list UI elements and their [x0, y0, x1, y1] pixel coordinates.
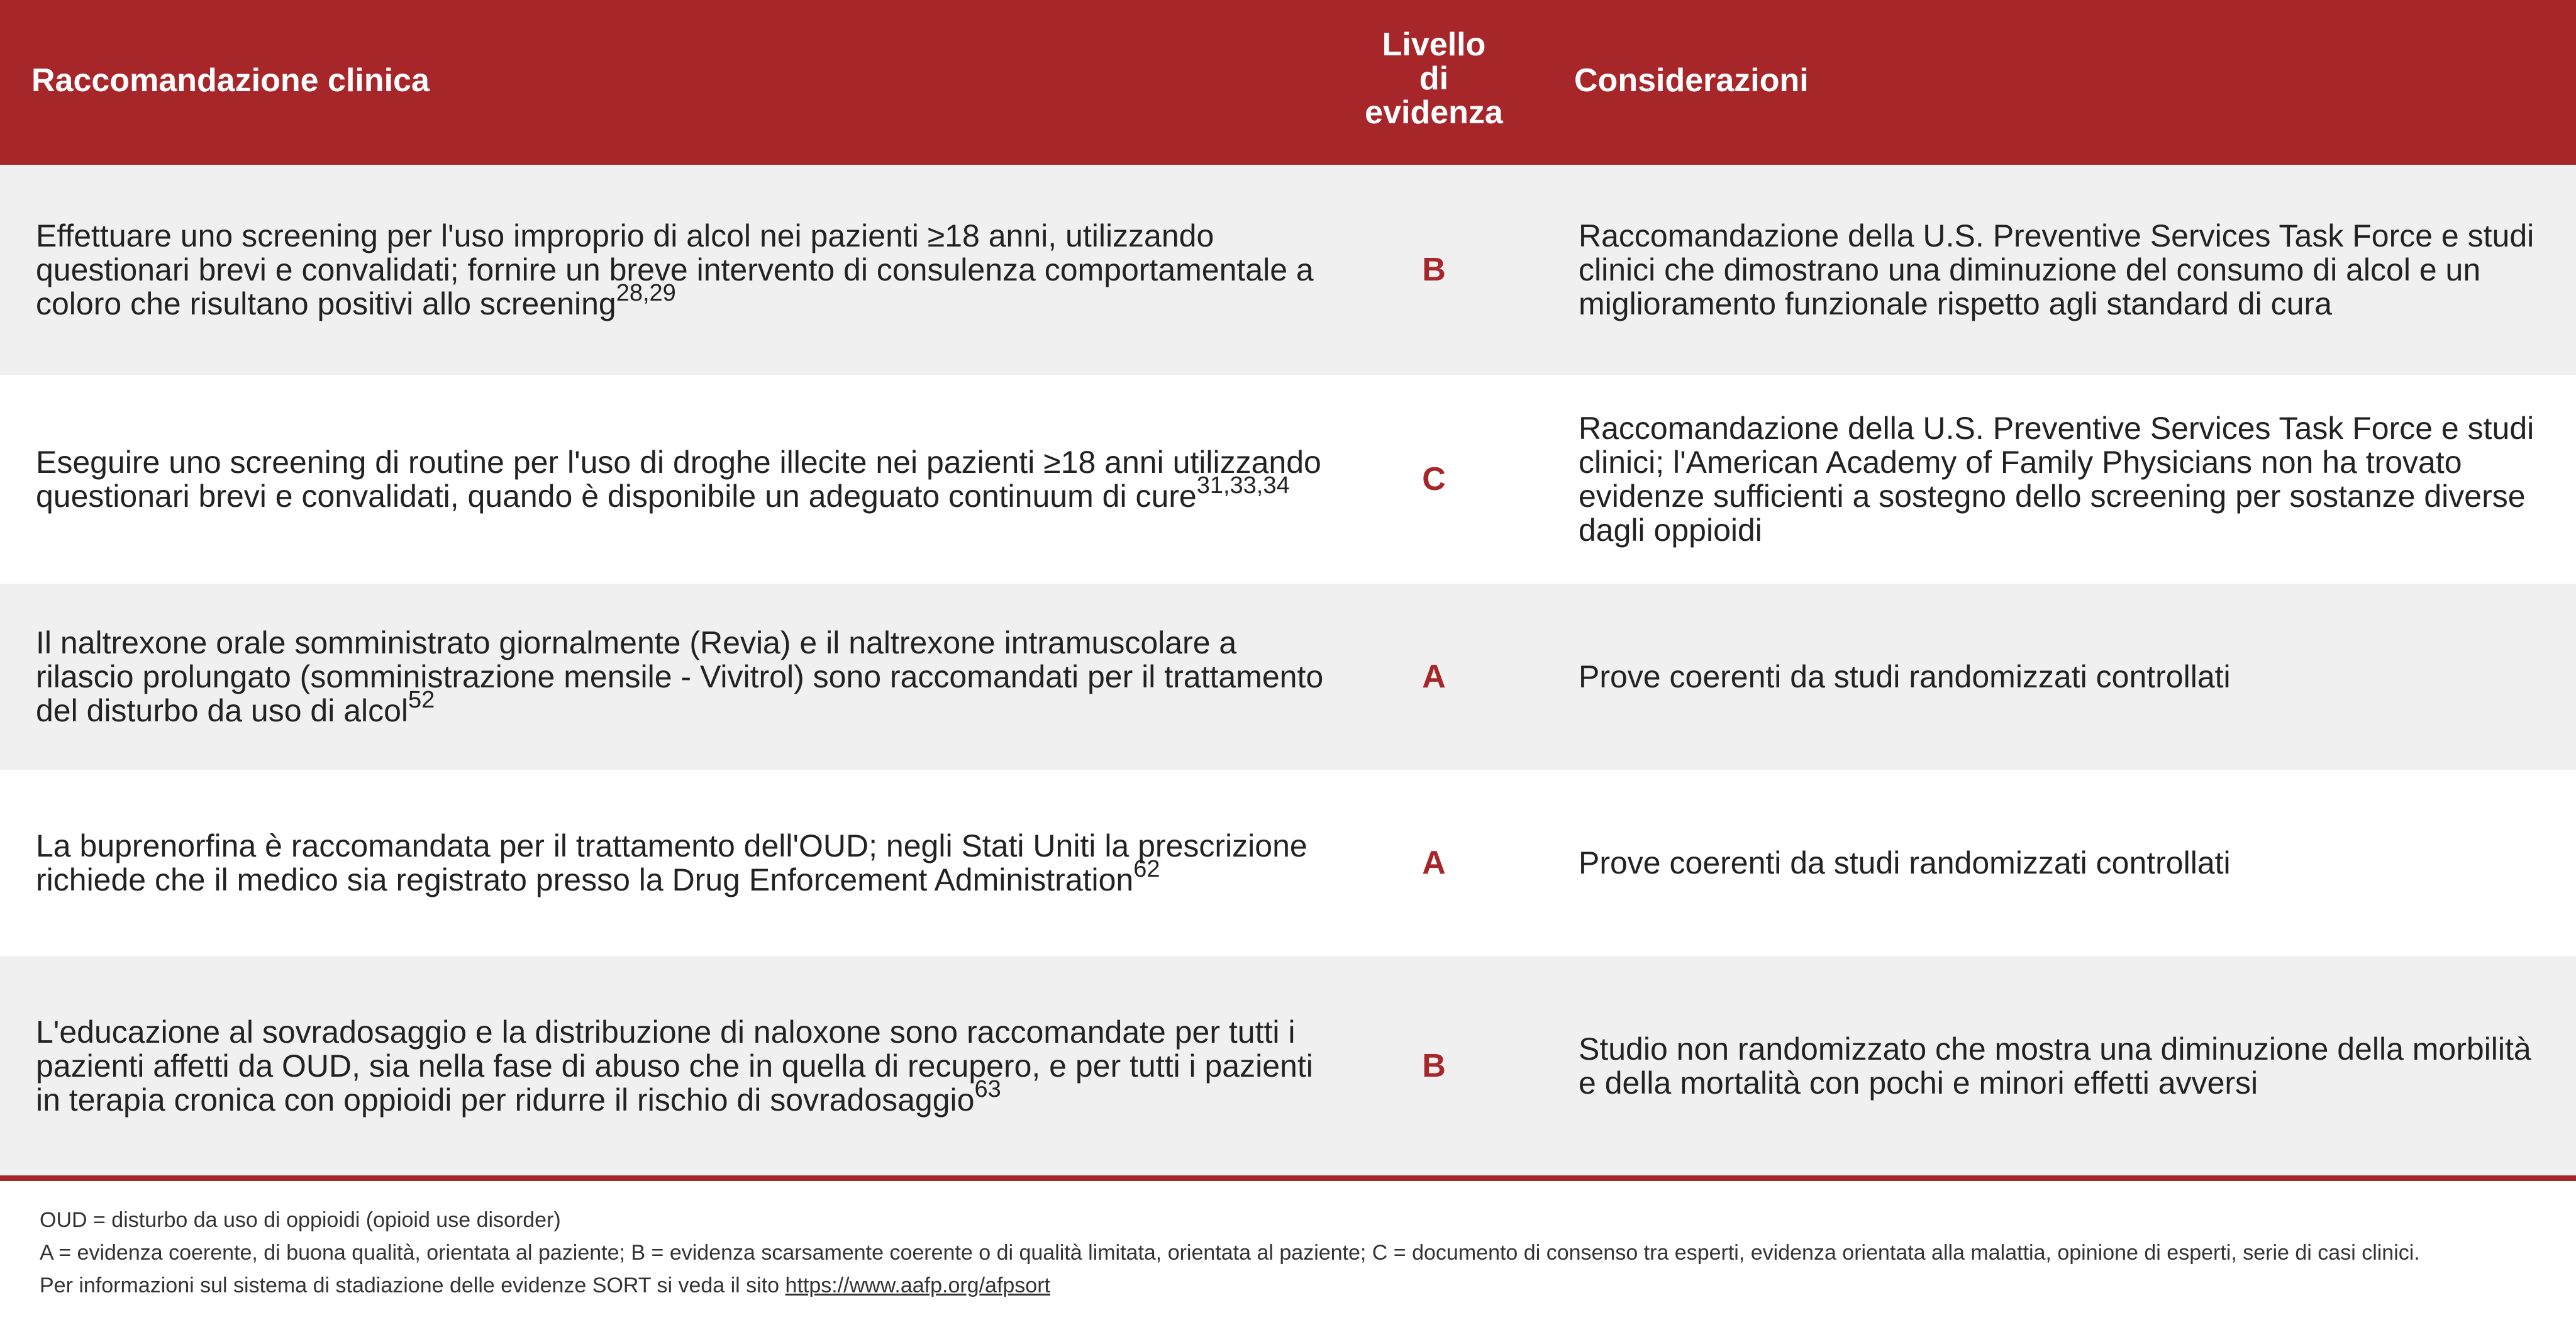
evidence-level: A	[1422, 845, 1446, 881]
header-considerations: Considerazioni	[1574, 62, 1809, 99]
recommendation-text: Effettuare uno screening per l'uso improprio di alcol nei pazienti ≥18 anni, utilizzando questionari brevi e convalidati; fornire un breve intervento di consulenza comportamentale a coloro che risultano positivi allo screening	[36, 218, 1314, 321]
header-evidence-level	[1346, 28, 1522, 130]
recommendation-text: Eseguire uno screening di routine per l'uso di droghe illecite nei pazienti ≥18 anni utilizzando questionari brevi e convalidati, quando è disponibile un adeguato continuum di cure	[36, 445, 1321, 514]
recommendation-cell	[36, 1015, 1325, 1117]
considerations-text: Studio non randomizzato che mostra una diminuzione della morbilità e della mortalità con pochi e minori effetti avversi	[1579, 1031, 2531, 1101]
header-level-line: di	[1419, 60, 1449, 97]
table-row	[0, 375, 2576, 584]
considerations-text: Prove coerenti da studi randomizzati controllati	[1579, 845, 2231, 880]
sort-link[interactable]: https://www.aafp.org/afpsort	[785, 1274, 1050, 1297]
evidence-level: B	[1422, 1047, 1446, 1084]
recommendation-cell	[36, 445, 1325, 513]
table-row	[0, 956, 2576, 1175]
recommendation-text: L'educazione al sovradosaggio e la distribuzione di naloxone sono raccomandate per tutti i pazienti affetti da OUD, sia nella fase di abuso che in quella di recupero, e per tutti i pazienti in terapia cronica con oppioidi per ridurre il rischio di sovradosaggio	[36, 1014, 1313, 1118]
reference-superscript: 63	[974, 1075, 1001, 1102]
header-level-line: evidenza	[1365, 94, 1503, 131]
footnote-evidence-legend: A = evidenza coerente, di buona qualità, orientata al paziente; B = evidenza scarsamente coerente o di qualità limitata, orientata al paziente; C = documento di consenso tra esperti, evidenza orientata alla malattia, opinione di esperti, serie di casi clinici.	[40, 1241, 2420, 1265]
evidence-level: C	[1422, 461, 1446, 497]
table-row	[0, 165, 2576, 375]
recommendation-text: La buprenorfina è raccomandata per il trattamento dell'OUD; negli Stati Uniti la prescrizione richiede che il medico sia registrato presso la Drug Enforcement Administration	[36, 828, 1307, 897]
recommendation-cell	[36, 829, 1325, 897]
footer-divider	[0, 1175, 2576, 1181]
evidence-level: A	[1422, 658, 1446, 695]
reference-superscript: 62	[1133, 856, 1160, 883]
reference-superscript: 52	[408, 687, 435, 714]
evidence-level: B	[1422, 252, 1446, 288]
footnote-sort-text: Per informazioni sul sistema di stadiazione delle evidenze SORT si veda il sito	[40, 1274, 786, 1297]
table-row	[0, 584, 2576, 770]
reference-superscript: 28,29	[616, 280, 676, 307]
recommendation-cell	[36, 219, 1325, 321]
recommendation-cell	[36, 626, 1325, 728]
considerations-text: Prove coerenti da studi randomizzati controllati	[1579, 659, 2231, 694]
footnote-sort-info	[40, 1273, 2555, 1298]
header-level-line: Livello	[1382, 26, 1486, 63]
considerations-text: Raccomandazione della U.S. Preventive Services Task Force e studi clinici che dimostrano una diminuzione del consumo di alcol e un miglioramento funzionale rispetto agli standard di cura	[1579, 218, 2534, 321]
considerations-text: Raccomandazione della U.S. Preventive Services Task Force e studi clinici; l'American Academy of Family Physicians non ha trovato evidenze sufficienti a sostegno dello screening per sostanze diverse dagli oppioidi	[1579, 411, 2534, 548]
header-recommendation: Raccomandazione clinica	[31, 62, 430, 99]
reference-superscript: 31,33,34	[1196, 472, 1290, 499]
table-row	[0, 770, 2576, 956]
footnote-abbreviation: OUD = disturbo da uso di oppioidi (opioid use disorder)	[40, 1208, 561, 1232]
recommendation-text: Il naltrexone orale somministrato giornalmente (Revia) e il naltrexone intramuscolare a rilascio prolungato (somministrazione mensile - Vivitrol) sono raccomandati per il trattamento del disturbo da uso di alcol	[36, 625, 1324, 728]
table-header	[0, 0, 2576, 165]
